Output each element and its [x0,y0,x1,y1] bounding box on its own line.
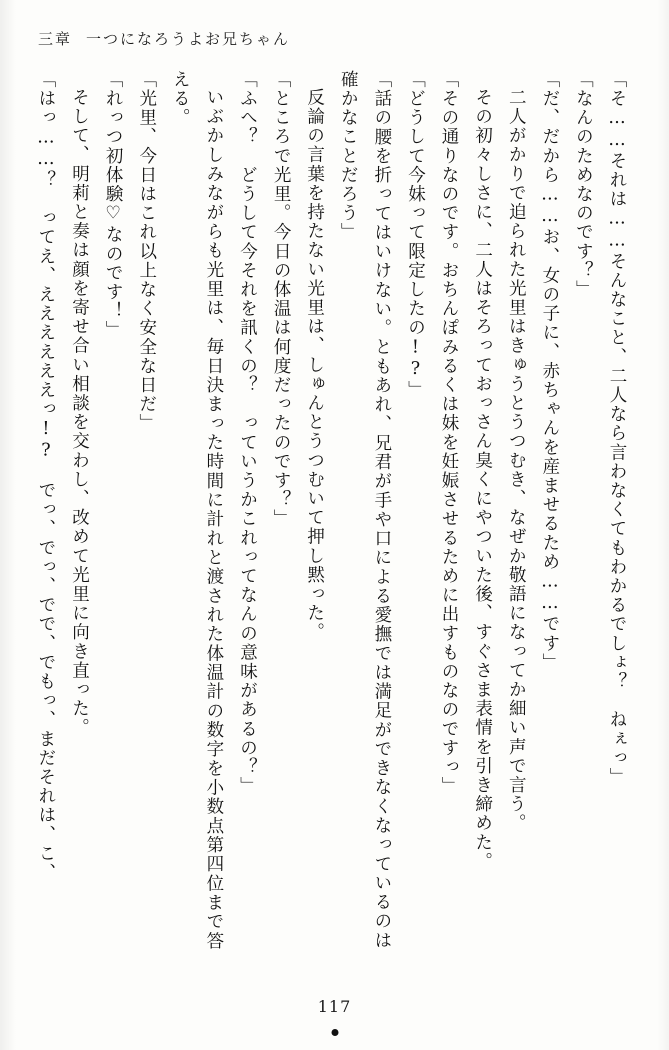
running-header [38,28,290,49]
paragraph: 「その通りなのです。おちんぽみるくは妹を妊娠させるために出すものなのですっ」 [439,70,460,796]
paragraph: 「ところで光里。今日の体温は何度だったのです？」 [271,70,292,529]
page-number: 117 [317,997,352,1016]
paragraph: 「はっ……？ ってえ、ええええええっ!? でっ、でっ、でで、でもっ、まだそれは、こ、 [35,70,56,883]
paragraph: その初々しさに、二人はそろっておっさん臭くにやついた後、すぐさま表情を引き締めた。 [472,87,493,871]
paragraph: そして、明莉と奏は顔を寄せ合い相談を交わし、改めて光里に向き直った。 [69,87,90,737]
scan-edge-right [657,0,669,1050]
paragraph: 「だ、だから……お、女の子に、赤ちゃんを産ませるため……です」 [539,70,560,673]
paragraph: 「そ……それは……そんなこと、二人なら言わなくてもわかるでしょ？ ねぇっ」 [607,70,627,787]
paragraph: 「どうして今妹って限定したの!?」 [405,70,426,400]
paragraph: 「なんのためなのです？」 [573,70,594,300]
vertical-text-block [36,70,633,950]
paragraph: 「ふへ？ どうして今それを訊くの？ っていうかこれってなんの意味があるの？」 [237,70,258,796]
paragraph: 反論の言葉を持たない光里は、しゅんとうつむいて押し黙った。 [304,87,325,642]
paragraph: 「れっつ初体験♡なのです！」 [103,70,124,340]
scan-edge-left [0,0,16,1050]
chapter-number: 三章 [38,30,73,48]
paragraph: 「話の腰を折ってはいけない。ともあれ、兄君が手や口による愛撫では満足ができなくなっているのは確かなことだろう」 [338,70,392,950]
paragraph: いぶかしみながらも光里は、毎日決まった時間に計れと渡された体温計の数字を小数点第四位まで答える。 [170,70,224,950]
paragraph: 「光里、今日はこれ以上なく安全な日だ」 [136,70,157,433]
body-text-area [36,70,633,950]
chapter-title: 一つになろうよお兄ちゃん [86,30,291,48]
page-ornament-dot [331,1029,338,1036]
paragraph: 二人がかりで迫られた光里はきゅうとうつむき、なぜか敬語になってか細い声で言う。 [506,87,527,833]
